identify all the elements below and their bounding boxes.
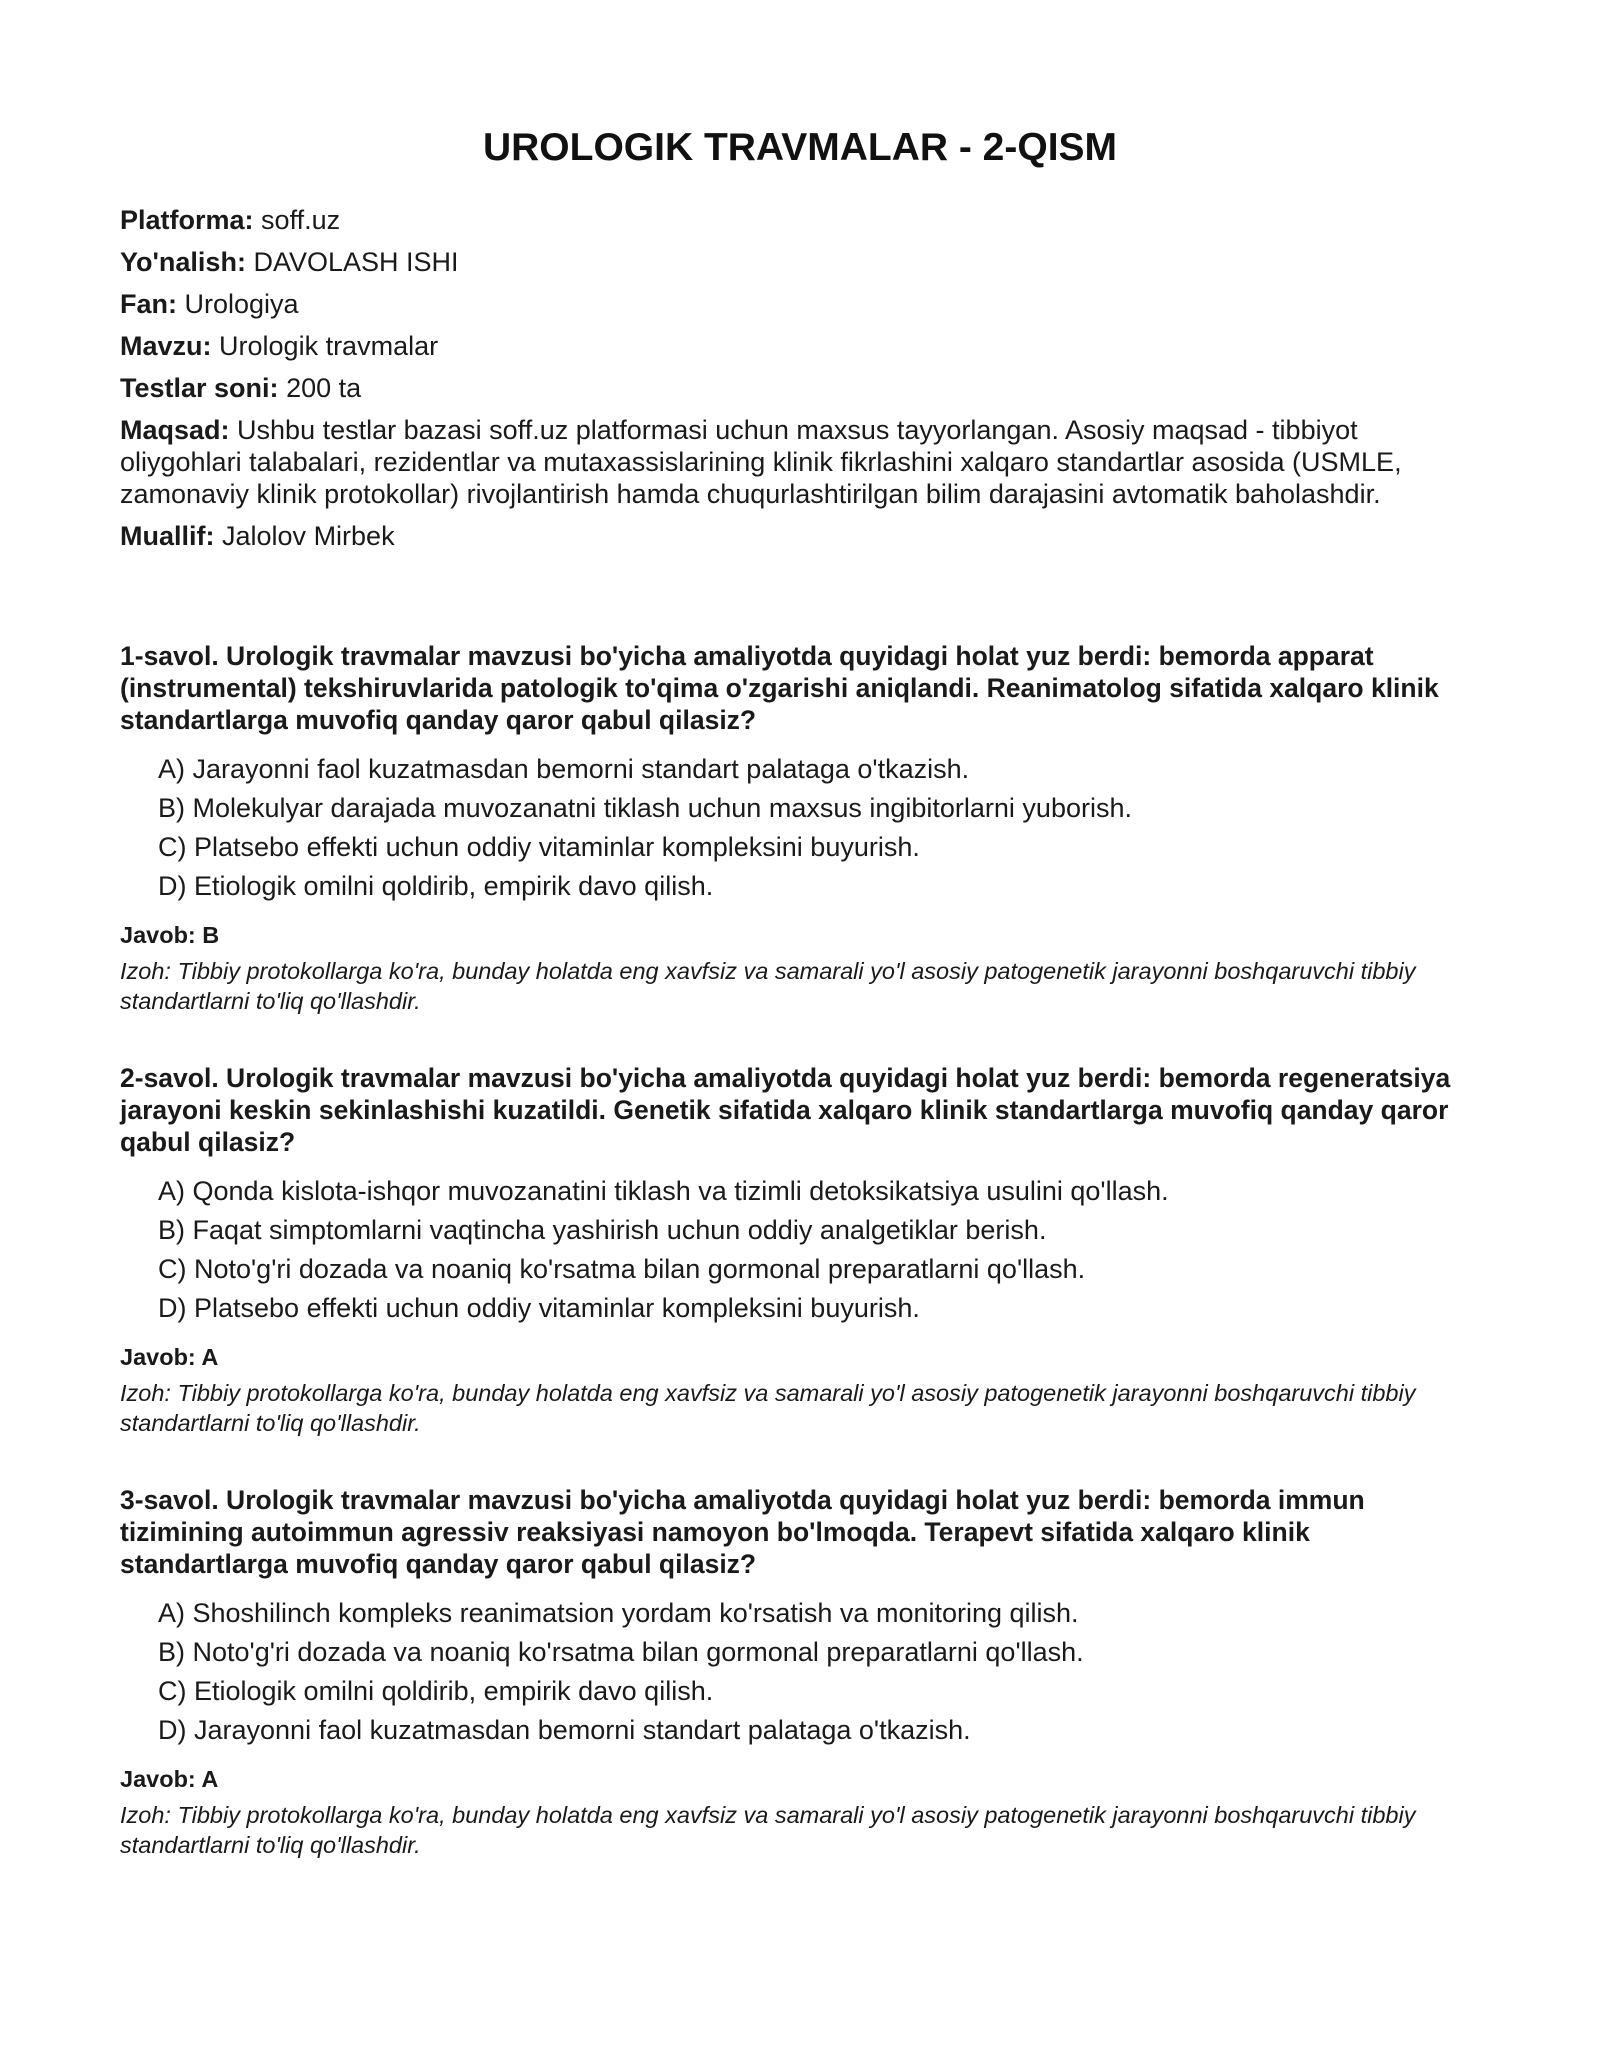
meta-value: Urologiya [184, 289, 299, 319]
option-c: C) Platsebo effekti uchun oddiy vitaminlar kompleksini buyurish. [158, 832, 920, 862]
meta-test-count [120, 372, 1480, 404]
explanation: Izoh: Tibbiy protokollarga ko'ra, bunday holatda eng xavfsiz va samarali yo'l asosiy patogenetik jarayonni boshqaruvchi tibbiy standartlarni to'liq qo'llashdir. [120, 958, 1416, 1014]
meta-subject [120, 288, 1480, 320]
option-d: D) Platsebo effekti uchun oddiy vitaminlar kompleksini buyurish. [158, 1293, 920, 1323]
explanation: Izoh: Tibbiy protokollarga ko'ra, bunday holatda eng xavfsiz va samarali yo'l asosiy patogenetik jarayonni boshqaruvchi tibbiy standartlarni to'liq qo'llashdir. [120, 1802, 1416, 1858]
meta-value: soff.uz [261, 205, 341, 235]
meta-value: Ushbu testlar bazasi soff.uz platformasi uchun maxsus tayyorlangan. Asosiy maqsad - tibbiyot oliygohlari talabalari, rezidentlar va mutaxassislarining klinik fikrlashini xalqaro standartlar asosida (USMLE, zamonaviy klinik protokollar) rivojlantirish hamda chuqurlashtirilgan bilim darajasini avtomatik baholashdir. [120, 415, 1402, 509]
answer-options [158, 1172, 1480, 1328]
option-c: C) Noto'g'ri dozada va noaniq ko'rsatma bilan gormonal preparatlarni qo'llash. [158, 1254, 1086, 1284]
document-title: UROLOGIK TRAVMALAR - 2-QISM [482, 126, 1118, 169]
answer-options [158, 750, 1480, 906]
meta-value: DAVOLASH ISHI [253, 247, 459, 277]
question-2 [120, 1062, 1480, 1438]
answer-options [158, 1594, 1480, 1750]
question-text: 1-savol. Urologik travmalar mavzusi bo'yicha amaliyotda quyidagi holat yuz berdi: bemorda apparat (instrumental) tekshiruvlarida patologik to'qima o'zgarishi aniqlandi. Reanimatolog sifatida xalqaro klinik standartlarga muvofiq qanday qaror qabul qilasiz? [120, 641, 1439, 735]
question-text: 2-savol. Urologik travmalar mavzusi bo'yicha amaliyotda quyidagi holat yuz berdi: bemorda regeneratsiya jarayoni keskin sekinlashishi kuzatildi. Genetik sifatida xalqaro klinik standartlarga muvofiq qanday qaror qabul qilasiz? [120, 1063, 1451, 1157]
option-b: B) Faqat simptomlarni vaqtincha yashirish uchun oddiy analgetiklar berish. [158, 1215, 1047, 1245]
question-list [120, 640, 1480, 1860]
meta-key: Maqsad: [120, 415, 230, 445]
meta-topic [120, 330, 1480, 362]
meta-key: Fan: [120, 289, 177, 319]
meta-key: Yo'nalish: [120, 247, 246, 277]
meta-value: Urologik travmalar [219, 331, 439, 361]
option-a: A) Jarayonni faol kuzatmasdan bemorni standart palataga o'tkazish. [158, 754, 970, 784]
meta-author [120, 520, 1480, 552]
option-a: A) Shoshilinch kompleks reanimatsion yordam ko'rsatish va monitoring qilish. [158, 1598, 1079, 1628]
explanation: Izoh: Tibbiy protokollarga ko'ra, bunday holatda eng xavfsiz va samarali yo'l asosiy patogenetik jarayonni boshqaruvchi tibbiy standartlarni to'liq qo'llashdir. [120, 1380, 1416, 1436]
meta-value: Jalolov Mirbek [222, 521, 395, 551]
meta-key: Mavzu: [120, 331, 212, 361]
option-a: A) Qonda kislota-ishqor muvozanatini tiklash va tizimli detoksikatsiya usulini qo'llash. [158, 1176, 1169, 1206]
meta-purpose [120, 414, 1480, 510]
document-page [120, 120, 1480, 1906]
question-text: 3-savol. Urologik travmalar mavzusi bo'yicha amaliyotda quyidagi holat yuz berdi: bemorda immun tizimining autoimmun agressiv reaksiyasi namoyon bo'lmoqda. Terapevt sifatida xalqaro klinik standartlarga muvofiq qanday qaror qabul qilasiz? [120, 1485, 1365, 1579]
meta-platform [120, 204, 1480, 236]
answer-key: Javob: A [120, 1766, 219, 1792]
answer-key: Javob: A [120, 1344, 219, 1370]
option-d: D) Etiologik omilni qoldirib, empirik davo qilish. [158, 871, 714, 901]
meta-key: Testlar soni: [120, 373, 279, 403]
meta-value: 200 ta [286, 373, 362, 403]
question-1 [120, 640, 1480, 1016]
answer-key: Javob: B [120, 922, 220, 948]
option-d: D) Jarayonni faol kuzatmasdan bemorni standart palataga o'tkazish. [158, 1715, 971, 1745]
option-c: C) Etiologik omilni qoldirib, empirik davo qilish. [158, 1676, 714, 1706]
option-b: B) Molekulyar darajada muvozanatni tiklash uchun maxsus ingibitorlarni yuborish. [158, 793, 1132, 823]
metadata-block [120, 204, 1480, 552]
question-3 [120, 1484, 1480, 1860]
meta-key: Platforma: [120, 205, 254, 235]
meta-key: Muallif: [120, 521, 215, 551]
option-b: B) Noto'g'ri dozada va noaniq ko'rsatma bilan gormonal preparatlarni qo'llash. [158, 1637, 1084, 1667]
meta-direction [120, 246, 1480, 278]
